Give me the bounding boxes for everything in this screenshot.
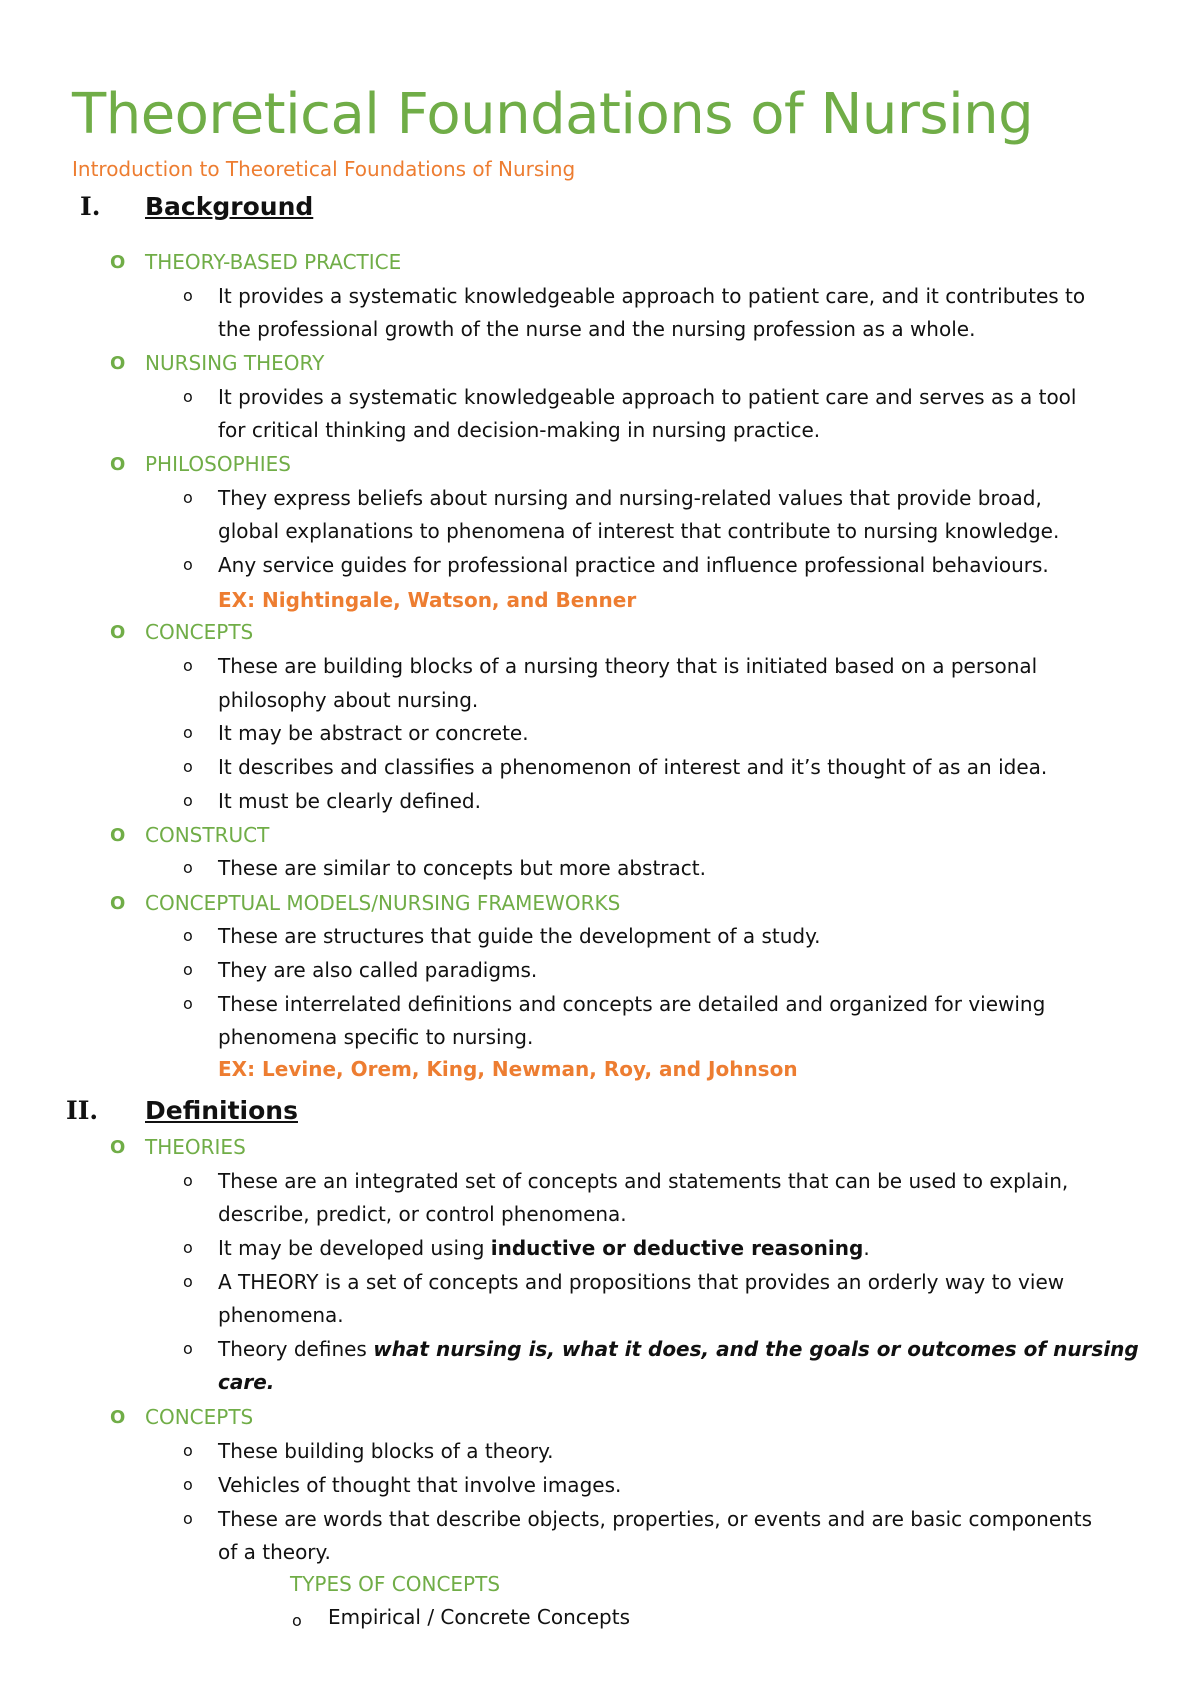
item-bullet: o [183, 994, 193, 1013]
section-heading: Background [145, 192, 314, 221]
item-bullet: o [183, 858, 193, 877]
category-label: CONSTRUCT [145, 823, 270, 847]
list-item: These building blocks of a theory. [218, 1439, 554, 1463]
list-item-continued: of a theory. [218, 1540, 331, 1564]
item-bullet: o [183, 387, 193, 406]
category-bullet: O [110, 252, 126, 273]
list-item: Vehicles of thought that involve images. [218, 1473, 622, 1497]
item-bullet: o [183, 757, 193, 776]
item-bullet: o [183, 1509, 193, 1528]
item-text-plain: . [863, 1236, 870, 1260]
category-label: NURSING THEORY [145, 351, 325, 375]
document-subtitle: Introduction to Theoretical Foundations of Nursing [72, 157, 576, 181]
list-item-continued: for critical thinking and decision-making in nursing practice. [218, 418, 821, 442]
list-item-continued: describe, predict, or control phenomena. [218, 1202, 627, 1226]
list-item: These are building blocks of a nursing theory that is initiated based on a personal [218, 654, 1038, 678]
section-heading: Definitions [145, 1096, 298, 1125]
list-item: It provides a systematic knowledgeable approach to patient care and serves as a tool [218, 385, 1077, 409]
item-bullet: o [183, 926, 193, 945]
category-bullet: O [110, 353, 126, 374]
item-bullet: o [183, 555, 193, 574]
list-item [218, 1232, 1138, 1266]
item-bullet: o [183, 286, 193, 305]
sub-list-item: Empirical / Concrete Concepts [328, 1605, 631, 1629]
document-title: Theoretical Foundations of Nursing [72, 82, 1034, 147]
list-item: It describes and classifies a phenomenon of interest and it’s thought of as an idea. [218, 755, 1048, 779]
item-text-bold: inductive or deductive reasoning [490, 1236, 864, 1260]
item-bullet: o [183, 1171, 193, 1190]
category-label: CONCEPTUAL MODELS/NURSING FRAMEWORKS [145, 891, 621, 915]
item-bullet: o [183, 1238, 193, 1257]
category-label: THEORY-BASED PRACTICE [145, 250, 402, 274]
category-bullet: O [110, 622, 126, 643]
item-bullet: o [183, 1339, 193, 1358]
example-line: EX: Levine, Orem, King, Newman, Roy, and Johnson [218, 1057, 798, 1081]
item-bullet: o [183, 656, 193, 675]
item-bullet: o [183, 1475, 193, 1494]
list-item-continued: care. [218, 1370, 275, 1394]
item-text-plain: Theory defines [218, 1337, 374, 1361]
example-line: EX: Nightingale, Watson, and Benner [218, 588, 637, 612]
list-item [218, 1333, 1138, 1367]
section-numeral: I. [80, 192, 101, 221]
list-item: These are words that describe objects, properties, or events and are basic components [218, 1507, 1093, 1531]
list-item: It must be clearly defined. [218, 789, 481, 813]
item-bullet: o [183, 960, 193, 979]
item-bullet: o [292, 1611, 302, 1630]
list-item: They are also called paradigms. [218, 958, 538, 982]
category-label: THEORIES [145, 1135, 246, 1159]
list-item: These are structures that guide the development of a study. [218, 924, 821, 948]
list-item-continued: the professional growth of the nurse and the nursing profession as a whole. [218, 317, 976, 341]
item-bullet: o [183, 791, 193, 810]
item-text-emphasis: what nursing is, what it does, and the goals or outcomes of nursing [373, 1337, 1139, 1361]
list-item: These interrelated definitions and concepts are detailed and organized for viewing [218, 992, 1046, 1016]
list-item: These are similar to concepts but more abstract. [218, 856, 706, 880]
category-label: CONCEPTS [145, 620, 254, 644]
item-text-plain: It may be developed using [218, 1236, 491, 1260]
item-bullet: o [183, 1441, 193, 1460]
list-item-continued: phenomena specific to nursing. [218, 1025, 534, 1049]
list-item: It provides a systematic knowledgeable approach to patient care, and it contributes to [218, 284, 1086, 308]
category-bullet: O [110, 1407, 126, 1428]
list-item-continued: global explanations to phenomena of interest that contribute to nursing knowledge. [218, 519, 1060, 543]
list-item-continued: philosophy about nursing. [218, 688, 479, 712]
list-item: It may be abstract or concrete. [218, 721, 529, 745]
category-bullet: O [110, 1137, 126, 1158]
item-bullet: o [183, 488, 193, 507]
category-bullet: O [110, 454, 126, 475]
list-item: These are an integrated set of concepts and statements that can be used to explain, [218, 1169, 1069, 1193]
list-item: A THEORY is a set of concepts and propositions that provides an orderly way to view [218, 1270, 1065, 1294]
category-label: CONCEPTS [145, 1405, 254, 1429]
category-bullet: O [110, 893, 126, 914]
item-bullet: o [183, 723, 193, 742]
types-heading: TYPES OF CONCEPTS [290, 1572, 501, 1596]
section-numeral: II. [66, 1096, 99, 1125]
category-bullet: O [110, 825, 126, 846]
item-bullet: o [183, 1272, 193, 1291]
list-item-continued: phenomena. [218, 1303, 344, 1327]
list-item: They express beliefs about nursing and nursing-related values that provide broad, [218, 486, 1042, 510]
list-item: Any service guides for professional practice and influence professional behaviours. [218, 553, 1049, 577]
category-label: PHILOSOPHIES [145, 452, 291, 476]
